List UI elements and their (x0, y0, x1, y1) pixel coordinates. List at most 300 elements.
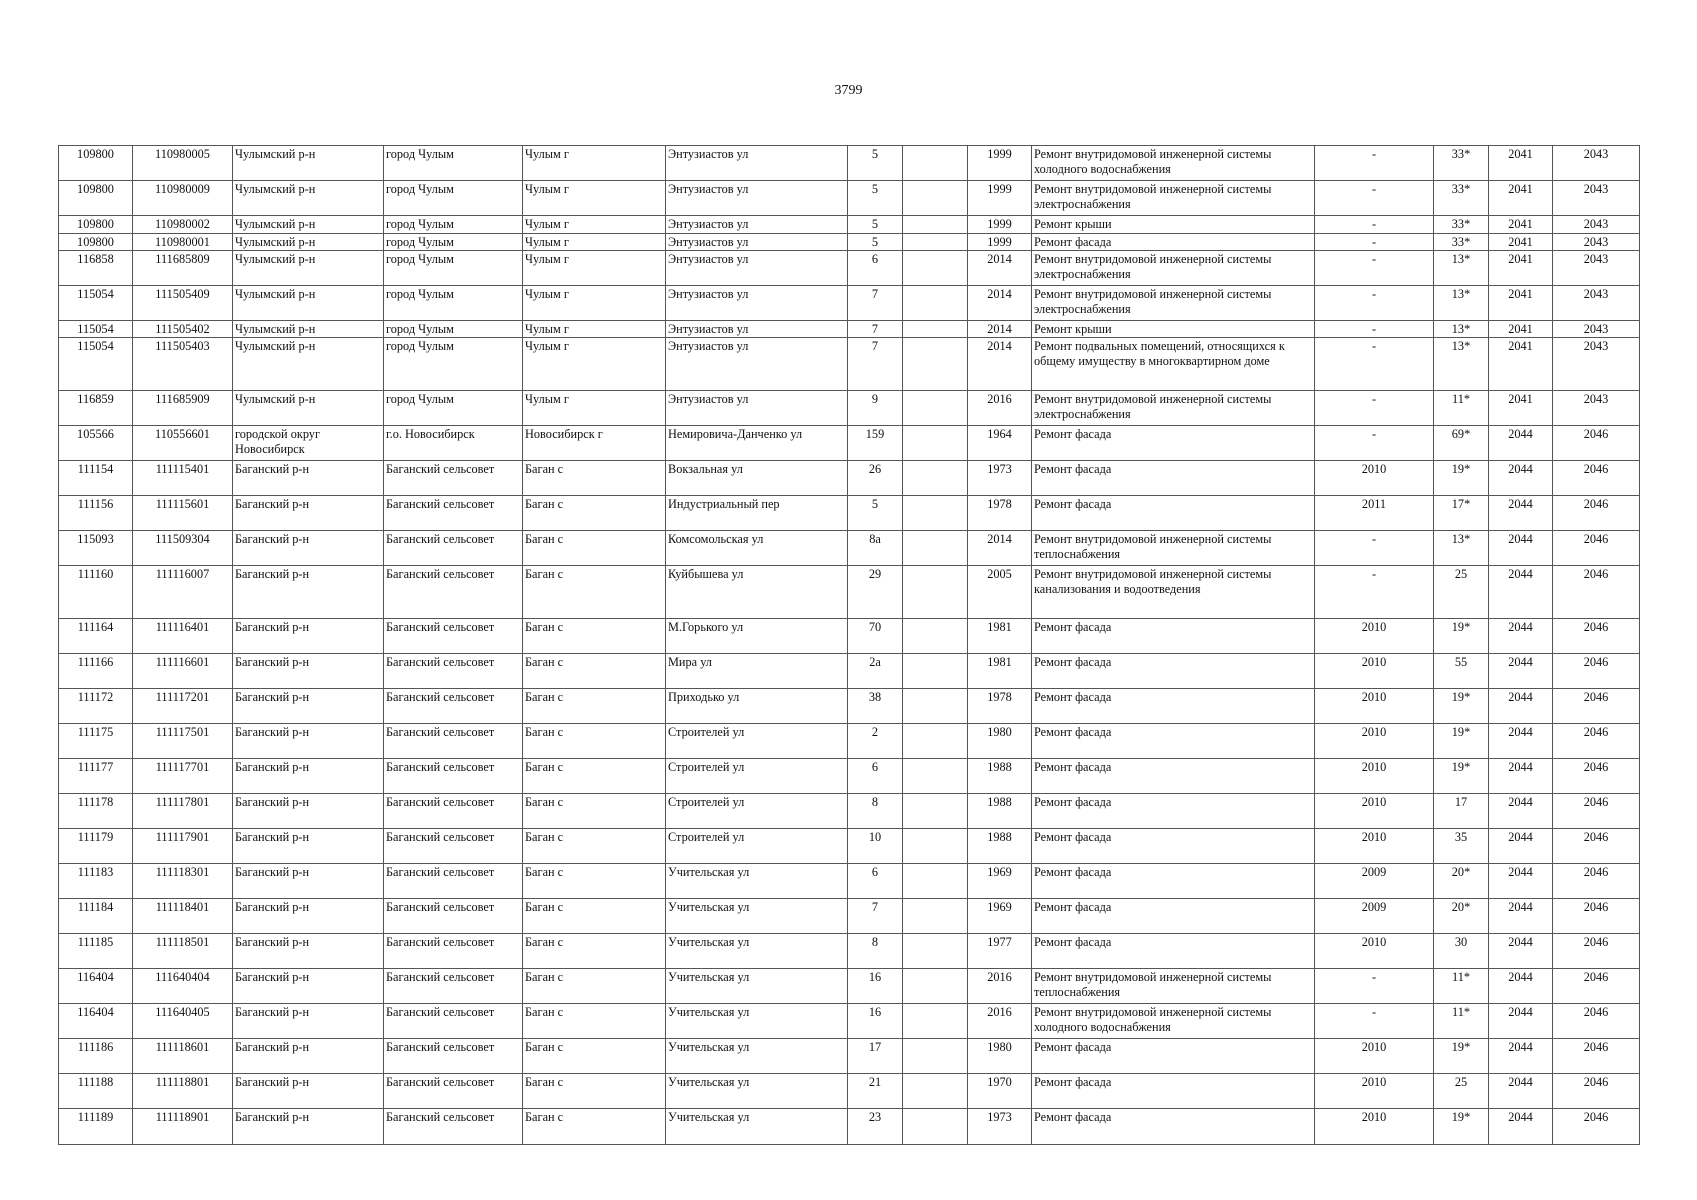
cell-street: Энтузиастов ул (666, 338, 848, 391)
cell-settlement: Чулым г (523, 234, 666, 251)
cell-record-id: 111505409 (133, 286, 233, 321)
cell-house-number: 2а (848, 654, 903, 689)
cell-record-id: 111640404 (133, 969, 233, 1004)
table-row (59, 251, 1640, 286)
cell-municipality: Баганский сельсовет (384, 496, 523, 531)
cell-municipality: Баганский сельсовет (384, 566, 523, 619)
cell-house-number: 9 (848, 391, 903, 426)
cell-settlement: Баган с (523, 689, 666, 724)
cell-wear-percent: 19* (1434, 619, 1489, 654)
cell-plan-start-year: 2044 (1489, 654, 1553, 689)
cell-house-id: 116404 (59, 969, 133, 1004)
cell-plan-end-year: 2046 (1553, 1074, 1640, 1109)
cell-last-repair-year: 2010 (1315, 654, 1434, 689)
cell-plan-start-year: 2041 (1489, 146, 1553, 181)
cell-street: Строителей ул (666, 794, 848, 829)
cell-build-year: 1964 (968, 426, 1032, 461)
table-row (59, 1109, 1640, 1145)
cell-district: Чулымский р-н (233, 286, 384, 321)
cell-corpus (903, 864, 968, 899)
cell-settlement: Баган с (523, 619, 666, 654)
cell-settlement: Баган с (523, 496, 666, 531)
cell-build-year: 1981 (968, 654, 1032, 689)
cell-settlement: Баган с (523, 1074, 666, 1109)
table-row (59, 759, 1640, 794)
cell-settlement: Чулым г (523, 216, 666, 234)
cell-plan-start-year: 2044 (1489, 1074, 1553, 1109)
cell-plan-end-year: 2046 (1553, 566, 1640, 619)
cell-plan-end-year: 2043 (1553, 146, 1640, 181)
cell-last-repair-year: 2011 (1315, 496, 1434, 531)
cell-work-type: Ремонт фасада (1032, 234, 1315, 251)
cell-house-id: 111177 (59, 759, 133, 794)
cell-plan-end-year: 2046 (1553, 689, 1640, 724)
cell-district: Баганский р-н (233, 566, 384, 619)
table-row (59, 794, 1640, 829)
page-number: 3799 (834, 83, 863, 98)
cell-municipality: город Чулым (384, 181, 523, 216)
cell-record-id: 111505403 (133, 338, 233, 391)
cell-plan-end-year: 2046 (1553, 619, 1640, 654)
cell-street: Учительская ул (666, 934, 848, 969)
cell-work-type: Ремонт фасада (1032, 724, 1315, 759)
cell-record-id: 110980005 (133, 146, 233, 181)
cell-settlement: Баган с (523, 829, 666, 864)
cell-district: Чулымский р-н (233, 391, 384, 426)
cell-last-repair-year: - (1315, 181, 1434, 216)
cell-street: Куйбышева ул (666, 566, 848, 619)
cell-house-number: 23 (848, 1109, 903, 1145)
cell-municipality: город Чулым (384, 146, 523, 181)
table-row (59, 391, 1640, 426)
cell-work-type: Ремонт внутридомовой инженерной системы теплоснабжения (1032, 969, 1315, 1004)
cell-corpus (903, 181, 968, 216)
cell-plan-end-year: 2046 (1553, 496, 1640, 531)
cell-wear-percent: 13* (1434, 531, 1489, 566)
cell-plan-end-year: 2043 (1553, 391, 1640, 426)
cell-house-number: 10 (848, 829, 903, 864)
cell-plan-start-year: 2044 (1489, 829, 1553, 864)
cell-house-id: 116859 (59, 391, 133, 426)
cell-house-number: 5 (848, 181, 903, 216)
table-row (59, 1074, 1640, 1109)
cell-wear-percent: 19* (1434, 1039, 1489, 1074)
cell-municipality: Баганский сельсовет (384, 531, 523, 566)
cell-build-year: 1977 (968, 934, 1032, 969)
cell-street: М.Горького ул (666, 619, 848, 654)
cell-work-type: Ремонт фасада (1032, 654, 1315, 689)
cell-build-year: 1988 (968, 759, 1032, 794)
cell-house-id: 111172 (59, 689, 133, 724)
cell-district: Баганский р-н (233, 1004, 384, 1039)
cell-record-id: 110980009 (133, 181, 233, 216)
cell-last-repair-year: - (1315, 286, 1434, 321)
cell-house-number: 29 (848, 566, 903, 619)
cell-street: Учительская ул (666, 899, 848, 934)
cell-build-year: 1999 (968, 181, 1032, 216)
cell-work-type: Ремонт фасада (1032, 934, 1315, 969)
cell-plan-start-year: 2041 (1489, 286, 1553, 321)
cell-plan-start-year: 2041 (1489, 251, 1553, 286)
cell-record-id: 110556601 (133, 426, 233, 461)
cell-work-type: Ремонт фасада (1032, 899, 1315, 934)
cell-record-id: 111685909 (133, 391, 233, 426)
table-row (59, 461, 1640, 496)
cell-settlement: Чулым г (523, 338, 666, 391)
cell-plan-end-year: 2046 (1553, 724, 1640, 759)
cell-plan-start-year: 2041 (1489, 321, 1553, 338)
cell-build-year: 2014 (968, 251, 1032, 286)
cell-work-type: Ремонт фасада (1032, 794, 1315, 829)
table-row (59, 619, 1640, 654)
cell-plan-end-year: 2046 (1553, 794, 1640, 829)
cell-plan-end-year: 2043 (1553, 234, 1640, 251)
cell-wear-percent: 19* (1434, 1109, 1489, 1145)
cell-work-type: Ремонт фасада (1032, 864, 1315, 899)
cell-plan-end-year: 2043 (1553, 251, 1640, 286)
cell-settlement: Баган с (523, 654, 666, 689)
cell-record-id: 111116401 (133, 619, 233, 654)
cell-record-id: 111117901 (133, 829, 233, 864)
cell-corpus (903, 619, 968, 654)
cell-street: Энтузиастов ул (666, 251, 848, 286)
cell-house-number: 16 (848, 969, 903, 1004)
cell-plan-start-year: 2044 (1489, 794, 1553, 829)
cell-house-id: 111186 (59, 1039, 133, 1074)
cell-street: Учительская ул (666, 1109, 848, 1145)
cell-record-id: 111640405 (133, 1004, 233, 1039)
cell-work-type: Ремонт фасада (1032, 1039, 1315, 1074)
cell-street: Учительская ул (666, 969, 848, 1004)
cell-last-repair-year: 2010 (1315, 461, 1434, 496)
cell-last-repair-year: - (1315, 1004, 1434, 1039)
cell-house-id: 109800 (59, 234, 133, 251)
cell-municipality: город Чулым (384, 391, 523, 426)
repair-schedule-table (58, 145, 1640, 1145)
cell-wear-percent: 19* (1434, 759, 1489, 794)
cell-record-id: 111116007 (133, 566, 233, 619)
cell-settlement: Чулым г (523, 146, 666, 181)
cell-work-type: Ремонт внутридомовой инженерной системы электроснабжения (1032, 391, 1315, 426)
cell-last-repair-year: - (1315, 234, 1434, 251)
cell-house-id: 111183 (59, 864, 133, 899)
cell-record-id: 111509304 (133, 531, 233, 566)
cell-build-year: 1978 (968, 496, 1032, 531)
cell-build-year: 1978 (968, 689, 1032, 724)
cell-house-id: 111175 (59, 724, 133, 759)
cell-settlement: Баган с (523, 899, 666, 934)
cell-build-year: 2014 (968, 338, 1032, 391)
cell-house-id: 111154 (59, 461, 133, 496)
cell-last-repair-year: 2010 (1315, 794, 1434, 829)
table-row (59, 426, 1640, 461)
cell-wear-percent: 69* (1434, 426, 1489, 461)
cell-settlement: Чулым г (523, 181, 666, 216)
cell-last-repair-year: - (1315, 216, 1434, 234)
cell-settlement: Баган с (523, 794, 666, 829)
cell-work-type: Ремонт фасада (1032, 619, 1315, 654)
cell-district: Баганский р-н (233, 794, 384, 829)
cell-corpus (903, 689, 968, 724)
cell-corpus (903, 934, 968, 969)
cell-house-id: 111185 (59, 934, 133, 969)
cell-work-type: Ремонт внутридомовой инженерной системы канализования и водоотведения (1032, 566, 1315, 619)
cell-wear-percent: 25 (1434, 1074, 1489, 1109)
cell-municipality: Баганский сельсовет (384, 1074, 523, 1109)
cell-work-type: Ремонт внутридомовой инженерной системы теплоснабжения (1032, 531, 1315, 566)
cell-last-repair-year: - (1315, 969, 1434, 1004)
cell-wear-percent: 33* (1434, 146, 1489, 181)
cell-record-id: 111115401 (133, 461, 233, 496)
cell-plan-end-year: 2046 (1553, 1004, 1640, 1039)
cell-corpus (903, 426, 968, 461)
cell-house-number: 6 (848, 251, 903, 286)
cell-work-type: Ремонт крыши (1032, 321, 1315, 338)
cell-street: Индустриальный пер (666, 496, 848, 531)
cell-build-year: 1999 (968, 216, 1032, 234)
table-body (59, 146, 1640, 1145)
table-row (59, 321, 1640, 338)
cell-last-repair-year: 2010 (1315, 724, 1434, 759)
cell-house-number: 7 (848, 286, 903, 321)
cell-street: Энтузиастов ул (666, 216, 848, 234)
cell-municipality: Баганский сельсовет (384, 689, 523, 724)
cell-last-repair-year: - (1315, 531, 1434, 566)
cell-district: Баганский р-н (233, 759, 384, 794)
cell-street: Энтузиастов ул (666, 391, 848, 426)
cell-settlement: Баган с (523, 1039, 666, 1074)
cell-corpus (903, 759, 968, 794)
cell-municipality: город Чулым (384, 216, 523, 234)
cell-corpus (903, 321, 968, 338)
cell-street: Энтузиастов ул (666, 234, 848, 251)
cell-corpus (903, 899, 968, 934)
cell-house-number: 8а (848, 531, 903, 566)
cell-build-year: 1973 (968, 1109, 1032, 1145)
table-row (59, 566, 1640, 619)
cell-municipality: город Чулым (384, 251, 523, 286)
cell-plan-end-year: 2043 (1553, 216, 1640, 234)
cell-work-type: Ремонт фасада (1032, 496, 1315, 531)
cell-plan-start-year: 2044 (1489, 1004, 1553, 1039)
cell-settlement: Чулым г (523, 321, 666, 338)
cell-house-number: 5 (848, 496, 903, 531)
cell-municipality: город Чулым (384, 286, 523, 321)
cell-district: Баганский р-н (233, 1074, 384, 1109)
table-row (59, 689, 1640, 724)
cell-plan-start-year: 2044 (1489, 934, 1553, 969)
cell-house-number: 2 (848, 724, 903, 759)
table-row (59, 286, 1640, 321)
cell-wear-percent: 13* (1434, 338, 1489, 391)
cell-record-id: 111118501 (133, 934, 233, 969)
table-row (59, 654, 1640, 689)
cell-plan-end-year: 2046 (1553, 969, 1640, 1004)
cell-work-type: Ремонт внутридомовой инженерной системы холодного водоснабжения (1032, 1004, 1315, 1039)
cell-street: Энтузиастов ул (666, 181, 848, 216)
cell-build-year: 2014 (968, 321, 1032, 338)
cell-build-year: 1999 (968, 234, 1032, 251)
cell-last-repair-year: - (1315, 426, 1434, 461)
cell-house-number: 7 (848, 321, 903, 338)
cell-settlement: Баган с (523, 969, 666, 1004)
cell-plan-end-year: 2043 (1553, 286, 1640, 321)
cell-street: Приходько ул (666, 689, 848, 724)
cell-settlement: Баган с (523, 566, 666, 619)
cell-wear-percent: 30 (1434, 934, 1489, 969)
cell-house-id: 109800 (59, 216, 133, 234)
cell-corpus (903, 1004, 968, 1039)
cell-last-repair-year: - (1315, 146, 1434, 181)
cell-plan-end-year: 2046 (1553, 426, 1640, 461)
cell-record-id: 111505402 (133, 321, 233, 338)
cell-work-type: Ремонт внутридомовой инженерной системы холодного водоснабжения (1032, 146, 1315, 181)
cell-plan-start-year: 2044 (1489, 619, 1553, 654)
cell-house-id: 115054 (59, 321, 133, 338)
cell-last-repair-year: 2009 (1315, 899, 1434, 934)
cell-wear-percent: 11* (1434, 1004, 1489, 1039)
cell-last-repair-year: 2010 (1315, 1039, 1434, 1074)
cell-record-id: 110980001 (133, 234, 233, 251)
cell-work-type: Ремонт внутридомовой инженерной системы электроснабжения (1032, 181, 1315, 216)
cell-work-type: Ремонт фасада (1032, 461, 1315, 496)
cell-record-id: 111118301 (133, 864, 233, 899)
cell-work-type: Ремонт фасада (1032, 1109, 1315, 1145)
cell-settlement: Баган с (523, 531, 666, 566)
cell-municipality: Баганский сельсовет (384, 899, 523, 934)
table-row (59, 969, 1640, 1004)
cell-municipality: г.о. Новосибирск (384, 426, 523, 461)
cell-wear-percent: 25 (1434, 566, 1489, 619)
cell-corpus (903, 531, 968, 566)
table-row (59, 864, 1640, 899)
cell-wear-percent: 11* (1434, 969, 1489, 1004)
cell-plan-end-year: 2046 (1553, 759, 1640, 794)
cell-work-type: Ремонт внутридомовой инженерной системы электроснабжения (1032, 286, 1315, 321)
cell-work-type: Ремонт фасада (1032, 1074, 1315, 1109)
cell-settlement: Баган с (523, 864, 666, 899)
cell-street: Энтузиастов ул (666, 286, 848, 321)
cell-settlement: Баган с (523, 1109, 666, 1145)
cell-street: Комсомольская ул (666, 531, 848, 566)
cell-district: Чулымский р-н (233, 234, 384, 251)
cell-settlement: Чулым г (523, 391, 666, 426)
cell-district: Баганский р-н (233, 461, 384, 496)
cell-street: Учительская ул (666, 1004, 848, 1039)
cell-plan-end-year: 2046 (1553, 934, 1640, 969)
cell-municipality: город Чулым (384, 234, 523, 251)
cell-plan-end-year: 2046 (1553, 1039, 1640, 1074)
cell-municipality: Баганский сельсовет (384, 934, 523, 969)
cell-plan-start-year: 2044 (1489, 1109, 1553, 1145)
cell-wear-percent: 33* (1434, 216, 1489, 234)
table-row (59, 531, 1640, 566)
cell-work-type: Ремонт фасада (1032, 829, 1315, 864)
cell-plan-start-year: 2044 (1489, 689, 1553, 724)
cell-district: Чулымский р-н (233, 321, 384, 338)
cell-plan-start-year: 2041 (1489, 234, 1553, 251)
cell-build-year: 2014 (968, 286, 1032, 321)
cell-plan-start-year: 2044 (1489, 1039, 1553, 1074)
cell-house-number: 159 (848, 426, 903, 461)
cell-work-type: Ремонт фасада (1032, 426, 1315, 461)
cell-municipality: Баганский сельсовет (384, 724, 523, 759)
cell-plan-start-year: 2044 (1489, 496, 1553, 531)
cell-corpus (903, 1074, 968, 1109)
cell-house-number: 5 (848, 146, 903, 181)
cell-house-number: 38 (848, 689, 903, 724)
cell-build-year: 2016 (968, 1004, 1032, 1039)
cell-work-type: Ремонт фасада (1032, 759, 1315, 794)
cell-street: Энтузиастов ул (666, 146, 848, 181)
cell-district: Чулымский р-н (233, 338, 384, 391)
cell-wear-percent: 55 (1434, 654, 1489, 689)
cell-wear-percent: 19* (1434, 689, 1489, 724)
cell-build-year: 1999 (968, 146, 1032, 181)
cell-build-year: 2016 (968, 391, 1032, 426)
cell-plan-end-year: 2046 (1553, 461, 1640, 496)
cell-last-repair-year: 2010 (1315, 934, 1434, 969)
cell-build-year: 1988 (968, 794, 1032, 829)
cell-corpus (903, 1039, 968, 1074)
cell-build-year: 2014 (968, 531, 1032, 566)
cell-house-id: 111164 (59, 619, 133, 654)
cell-district: Чулымский р-н (233, 181, 384, 216)
cell-corpus (903, 286, 968, 321)
cell-record-id: 111685809 (133, 251, 233, 286)
cell-house-number: 7 (848, 899, 903, 934)
cell-last-repair-year: 2010 (1315, 1109, 1434, 1145)
cell-settlement: Баган с (523, 934, 666, 969)
cell-house-number: 7 (848, 338, 903, 391)
cell-record-id: 111117701 (133, 759, 233, 794)
cell-record-id: 111116601 (133, 654, 233, 689)
cell-record-id: 110980002 (133, 216, 233, 234)
cell-corpus (903, 654, 968, 689)
cell-house-id: 111188 (59, 1074, 133, 1109)
cell-house-id: 111160 (59, 566, 133, 619)
cell-plan-start-year: 2044 (1489, 531, 1553, 566)
cell-settlement: Баган с (523, 1004, 666, 1039)
cell-plan-start-year: 2044 (1489, 899, 1553, 934)
cell-settlement: Новосибирск г (523, 426, 666, 461)
cell-house-number: 5 (848, 216, 903, 234)
cell-house-number: 70 (848, 619, 903, 654)
cell-house-id: 115093 (59, 531, 133, 566)
cell-last-repair-year: - (1315, 338, 1434, 391)
cell-municipality: Баганский сельсовет (384, 1109, 523, 1145)
cell-municipality: город Чулым (384, 338, 523, 391)
cell-corpus (903, 496, 968, 531)
cell-municipality: Баганский сельсовет (384, 864, 523, 899)
cell-record-id: 111117501 (133, 724, 233, 759)
cell-house-number: 16 (848, 1004, 903, 1039)
cell-plan-end-year: 2046 (1553, 531, 1640, 566)
cell-plan-end-year: 2046 (1553, 864, 1640, 899)
cell-plan-start-year: 2044 (1489, 426, 1553, 461)
cell-district: Баганский р-н (233, 1039, 384, 1074)
table-row (59, 181, 1640, 216)
cell-house-number: 8 (848, 934, 903, 969)
cell-district: Баганский р-н (233, 619, 384, 654)
cell-house-number: 8 (848, 794, 903, 829)
cell-settlement: Чулым г (523, 286, 666, 321)
cell-house-number: 17 (848, 1039, 903, 1074)
cell-wear-percent: 33* (1434, 181, 1489, 216)
cell-build-year: 1981 (968, 619, 1032, 654)
cell-district: Чулымский р-н (233, 216, 384, 234)
cell-municipality: Баганский сельсовет (384, 969, 523, 1004)
